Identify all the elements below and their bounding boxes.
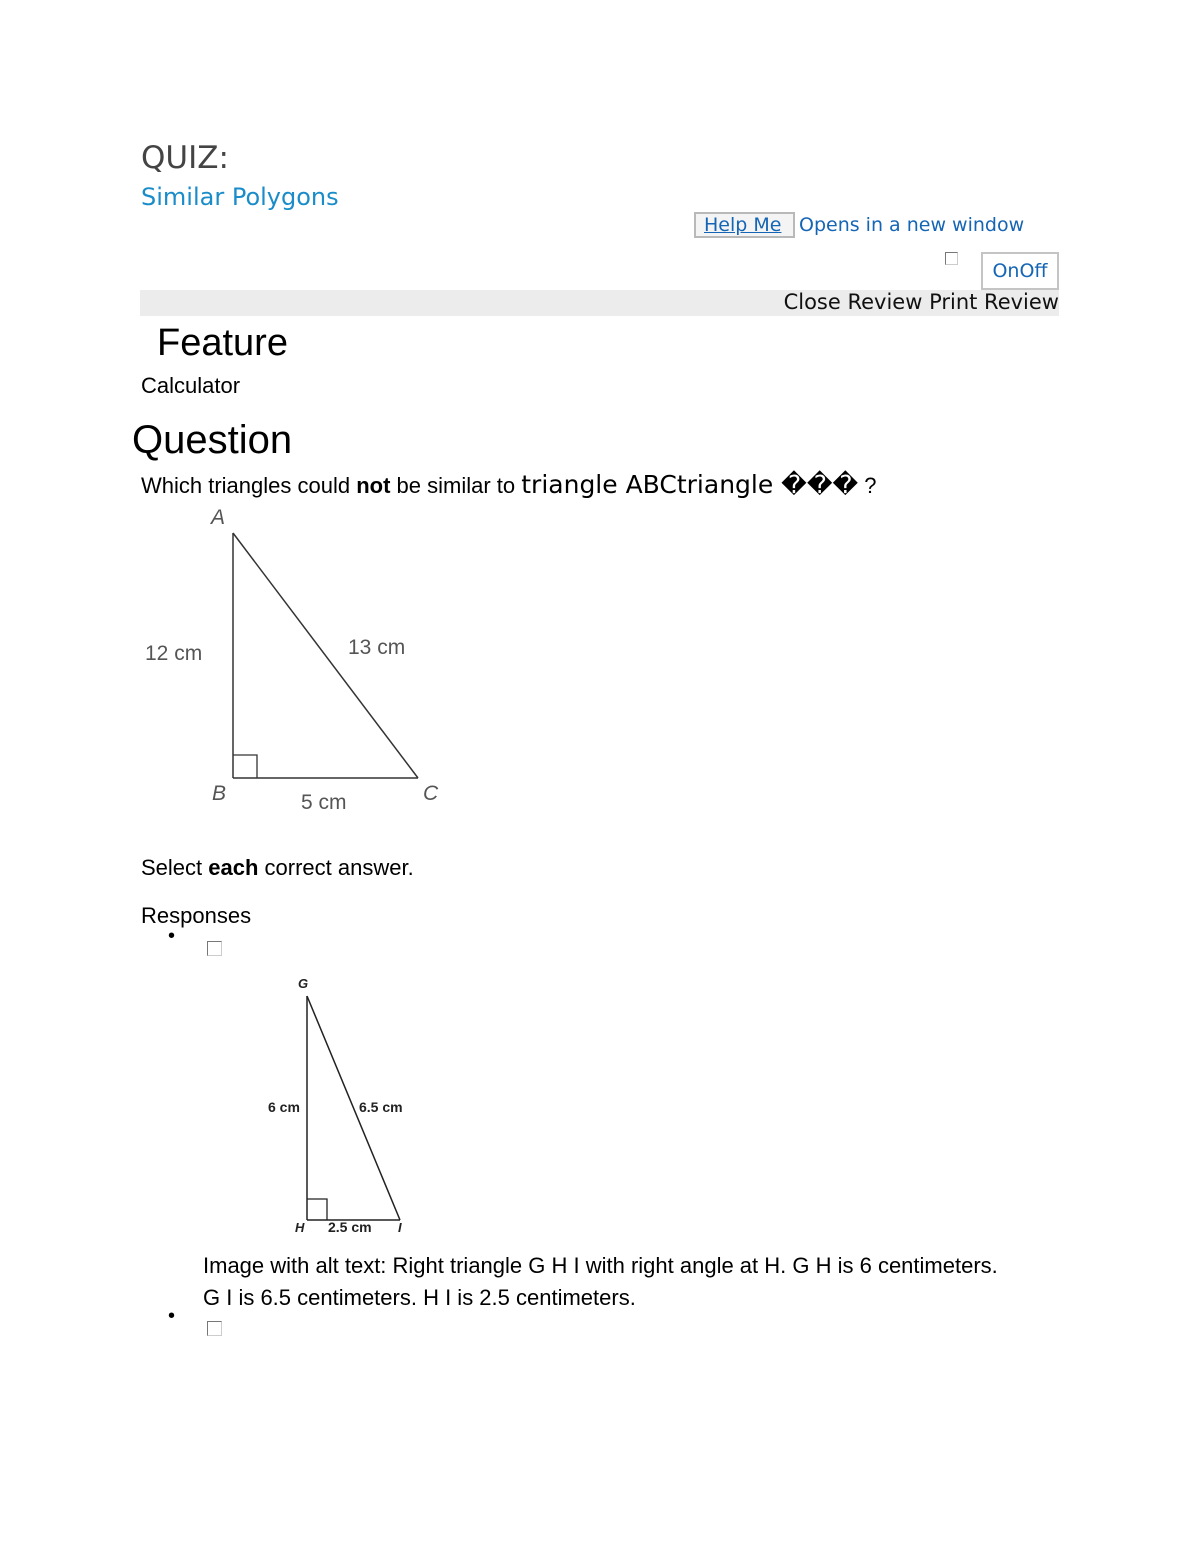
question-emphasis: not xyxy=(356,473,391,498)
right-angle-mark xyxy=(233,755,257,778)
feature-calculator[interactable]: Calculator xyxy=(141,373,241,398)
side-gh-label: 6 cm xyxy=(268,1099,300,1115)
question-middle: be similar to xyxy=(390,473,522,498)
triangle-abc-figure xyxy=(130,500,470,820)
side-hi-label: 2.5 cm xyxy=(328,1219,372,1235)
help-new-window-note: Opens in a new window xyxy=(799,214,1025,236)
toggle-checkbox[interactable] xyxy=(945,252,958,265)
onoff-toggle-button[interactable]: OnOff xyxy=(981,252,1059,290)
side-bc-label: 5 cm xyxy=(301,791,347,814)
question-math: triangle ABCtriangle ��� xyxy=(521,470,859,499)
side-ab-label: 12 cm xyxy=(145,642,203,665)
instruction-emphasis: each xyxy=(208,855,259,880)
feature-heading: Feature xyxy=(157,322,288,364)
close-review-link[interactable]: Close Review xyxy=(783,290,923,314)
question-suffix: ? xyxy=(858,473,877,498)
review-links xyxy=(784,290,1059,314)
vertex-c-label: C xyxy=(423,782,439,805)
response-1-bullet: • xyxy=(168,925,176,947)
right-angle-mark xyxy=(307,1199,327,1220)
quiz-label: QUIZ: xyxy=(141,140,229,176)
side-gi-label: 6.5 cm xyxy=(359,1099,403,1115)
instruction-prefix: Select xyxy=(141,855,209,880)
vertex-i-label: I xyxy=(398,1220,402,1235)
help-me-button[interactable]: Help Me xyxy=(694,212,795,238)
response-2-bullet: • xyxy=(168,1305,176,1327)
response-2-checkbox[interactable] xyxy=(207,1321,222,1336)
instruction-text xyxy=(141,855,414,881)
quiz-title: Similar Polygons xyxy=(141,183,339,211)
vertex-b-label: B xyxy=(212,782,227,805)
instruction-suffix: correct answer. xyxy=(258,855,414,880)
vertex-g-label: G xyxy=(298,976,309,991)
vertex-a-label: A xyxy=(211,506,226,529)
response-1-alt-text: Image with alt text: Right triangle G H I with right angle at H. G H is 6 centimeters. G I is 6.5 centimeters. H I is 2.5 centimeters. xyxy=(203,1253,998,1310)
question-heading: Question xyxy=(132,418,293,462)
response-1-checkbox[interactable] xyxy=(207,941,222,956)
print-review-link[interactable]: Print Review xyxy=(929,290,1059,314)
question-prefix: Which triangles could xyxy=(141,473,357,498)
responses-label: Responses xyxy=(141,903,252,928)
vertex-h-label: H xyxy=(295,1220,305,1235)
side-ac-label: 13 cm xyxy=(348,636,406,659)
question-prompt xyxy=(141,470,876,499)
triangle-ghi-figure xyxy=(255,970,425,1240)
